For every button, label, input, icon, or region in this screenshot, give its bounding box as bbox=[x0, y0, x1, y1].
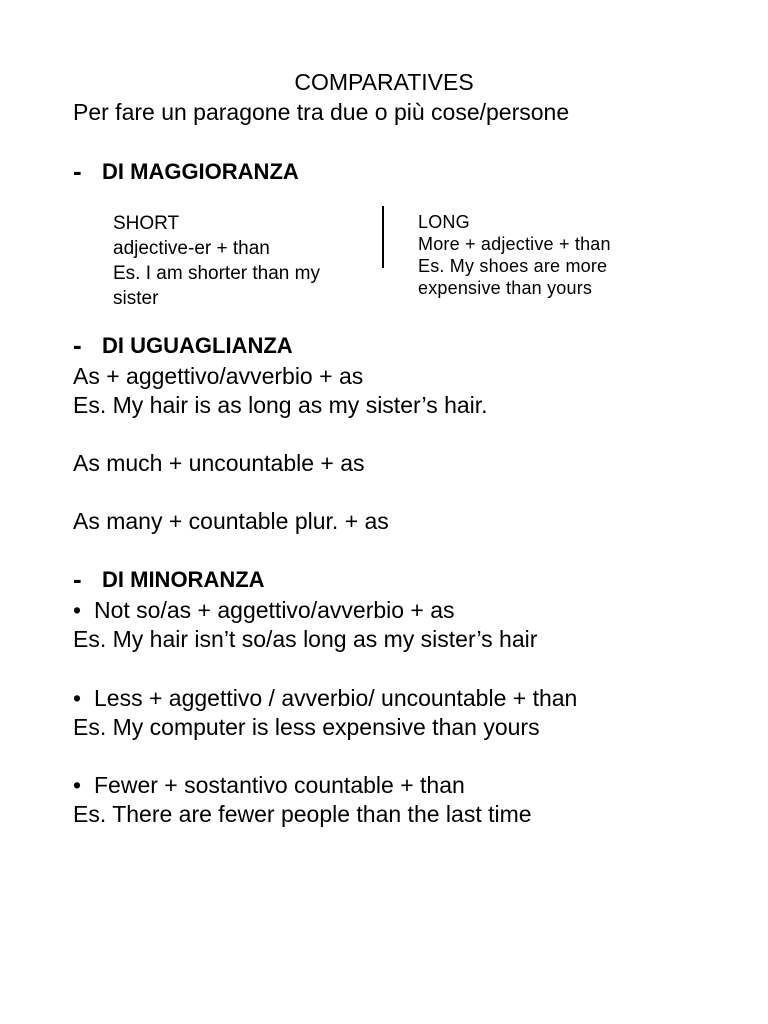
heading-maggioranza: DI MAGGIORANZA bbox=[102, 159, 299, 184]
bullet-icon: • bbox=[73, 772, 82, 798]
uguaglianza-rule-1: As + aggettivo/avverbio + as bbox=[73, 363, 364, 389]
uguaglianza-rule-2: As much + uncountable + as bbox=[73, 450, 365, 476]
short-rule: adjective-er + than bbox=[113, 238, 270, 259]
bullet-icon: • bbox=[73, 597, 82, 623]
minoranza-item-3-example: Es. There are fewer people than the last time bbox=[73, 801, 532, 827]
bullet-icon: • bbox=[73, 685, 82, 711]
column-divider bbox=[382, 206, 384, 268]
section-dash-maggioranza: - bbox=[73, 156, 82, 186]
section-dash-uguaglianza: - bbox=[73, 330, 82, 360]
heading-uguaglianza: DI UGUAGLIANZA bbox=[102, 333, 293, 358]
minoranza-item-2-rule bbox=[73, 687, 577, 710]
uguaglianza-example-1: Es. My hair is as long as my sister’s hair. bbox=[73, 392, 488, 418]
long-example-line2: expensive than yours bbox=[418, 278, 593, 298]
short-example-line1: Es. I am shorter than my bbox=[113, 263, 320, 284]
long-example-line1: Es. My shoes are more bbox=[418, 256, 608, 276]
minoranza-item-1-example: Es. My hair isn’t so/as long as my sister’s hair bbox=[73, 626, 538, 652]
minoranza-item-1-rule bbox=[73, 599, 455, 622]
minoranza-item-3-rule bbox=[73, 774, 465, 797]
heading-minoranza: DI MINORANZA bbox=[102, 567, 265, 592]
minoranza-rule-text: Not so/as + aggettivo/avverbio + as bbox=[94, 597, 455, 623]
page-title: COMPARATIVES bbox=[294, 69, 474, 95]
section-dash-minoranza: - bbox=[73, 564, 82, 594]
minoranza-rule-text: Fewer + sostantivo countable + than bbox=[94, 772, 465, 798]
minoranza-item-2-example: Es. My computer is less expensive than yours bbox=[73, 714, 540, 740]
long-label: LONG bbox=[418, 212, 470, 232]
long-rule: More + adjective + than bbox=[418, 234, 611, 254]
short-label: SHORT bbox=[113, 213, 180, 234]
minoranza-rule-text: Less + aggettivo / avverbio/ uncountable + than bbox=[94, 685, 578, 711]
uguaglianza-rule-3: As many + countable plur. + as bbox=[73, 508, 389, 534]
short-example-line2: sister bbox=[113, 288, 159, 309]
intro-text: Per fare un paragone tra due o più cose/persone bbox=[73, 99, 570, 125]
